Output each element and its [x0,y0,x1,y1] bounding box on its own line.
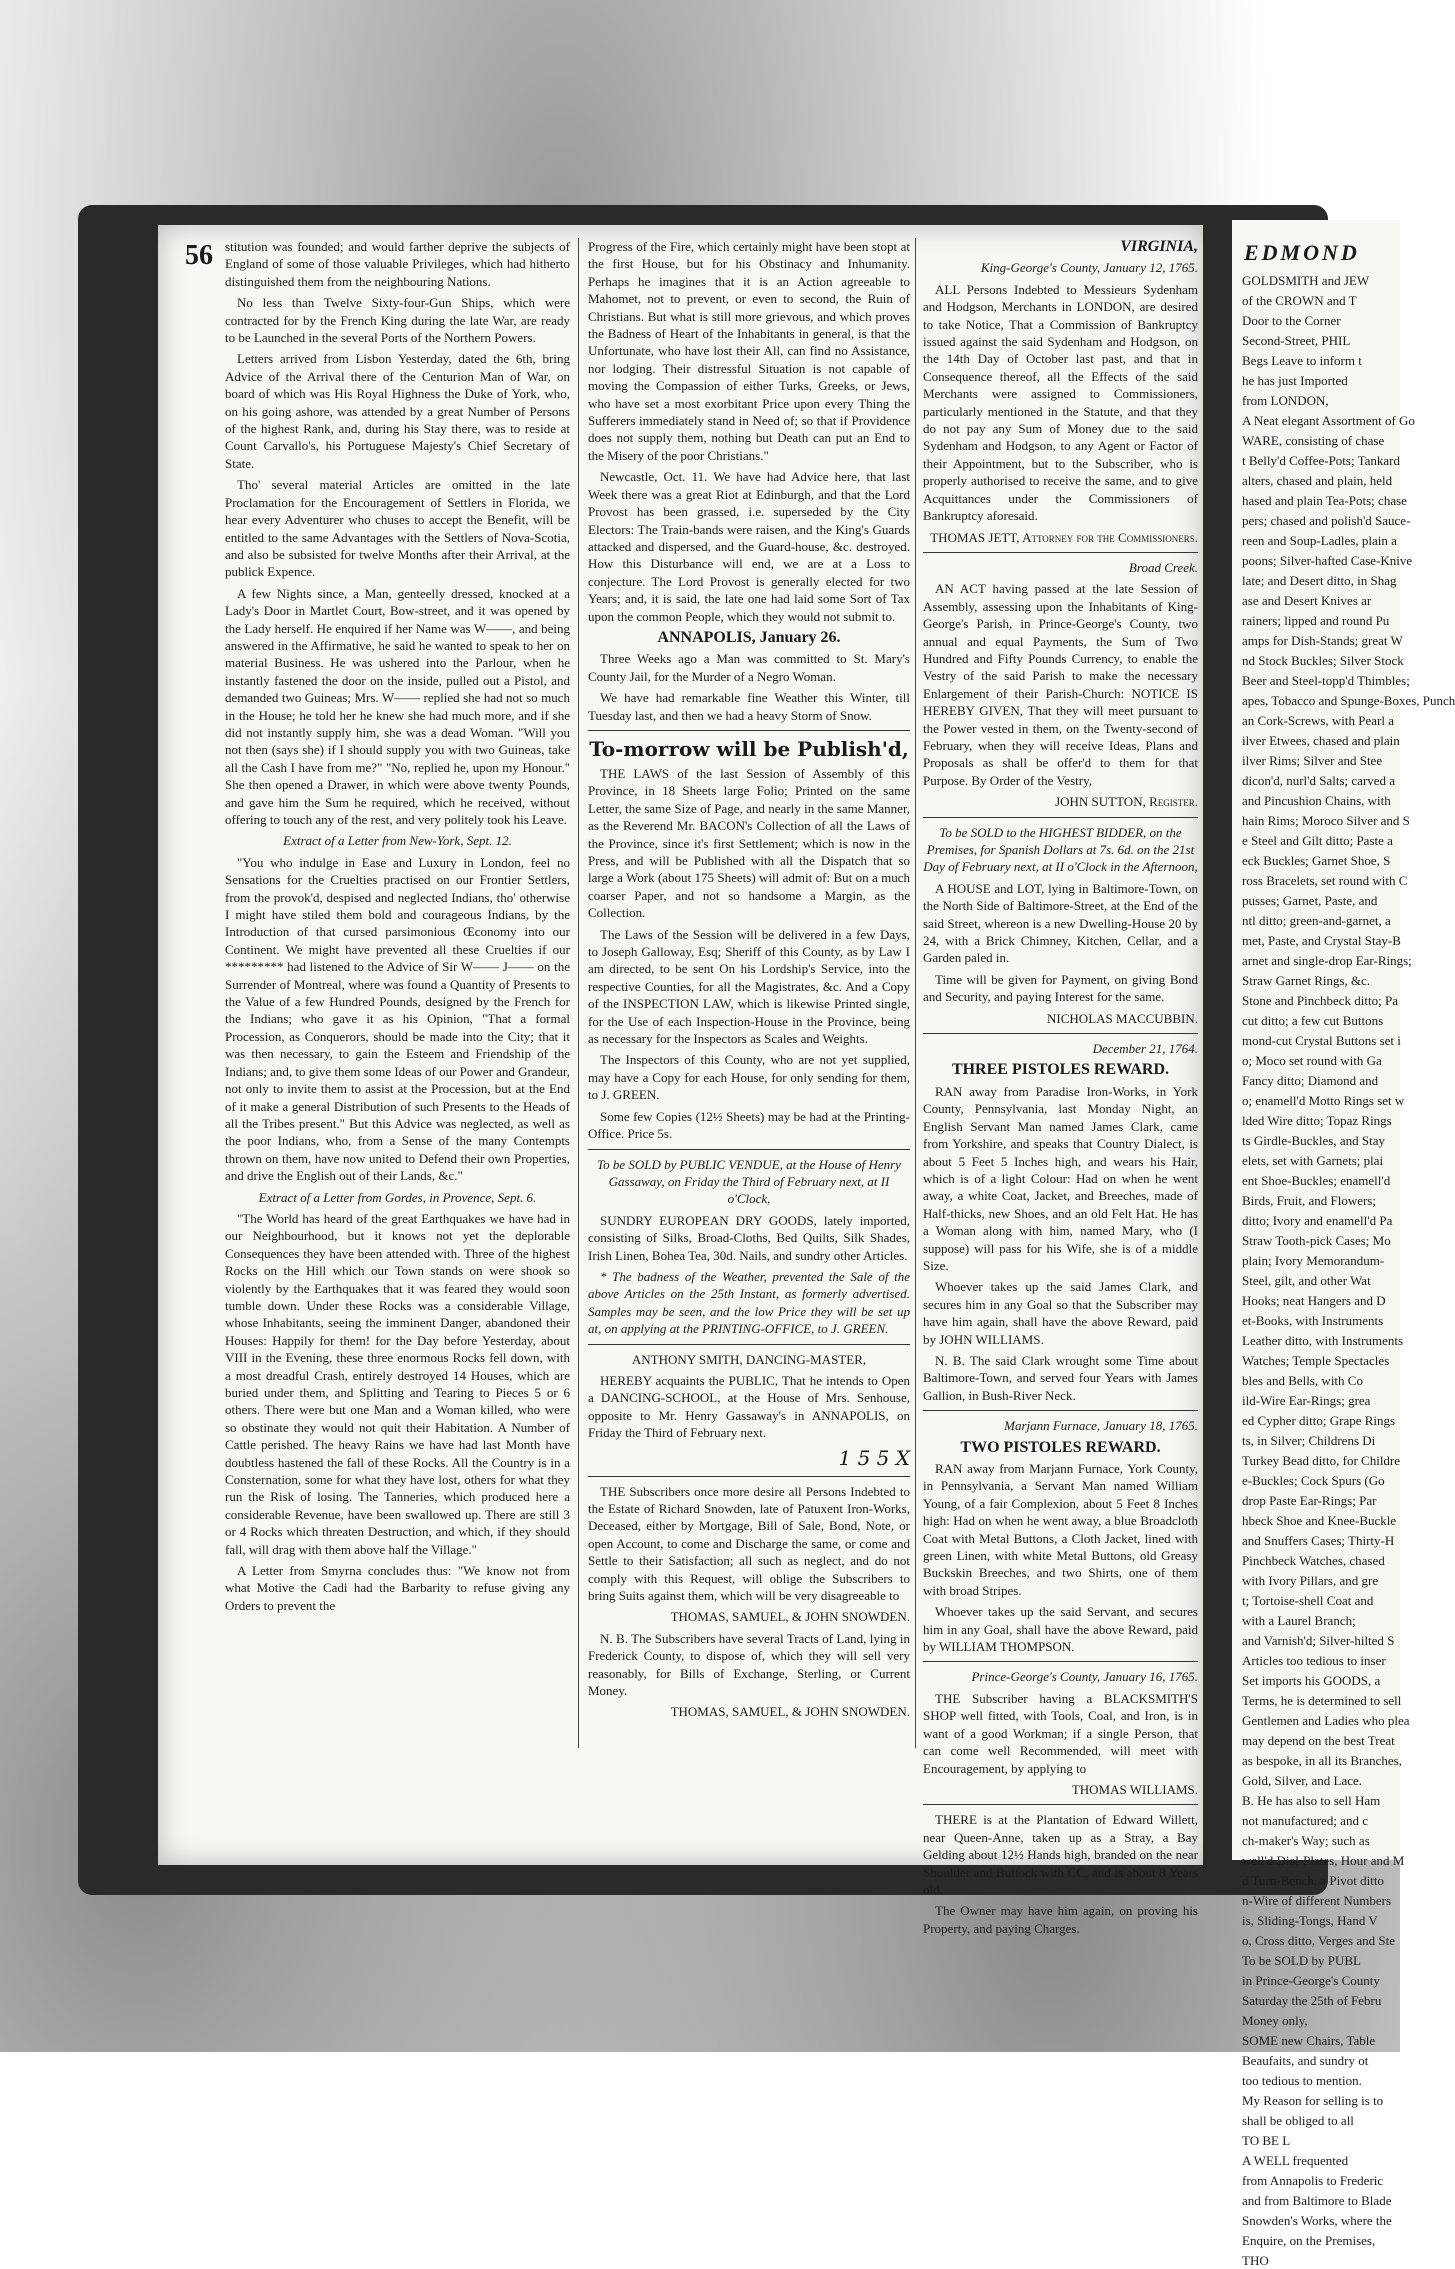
adjacent-page-line: Fancy ditto; Diamond and [1242,1073,1379,1088]
paragraph: Whoever takes up the said James Clark, and secures him in any Goal so that the Subscriber may have him again, shall have the above Reward, paid by JOHN WILLIAMS. [923,1279,1198,1347]
annapolis-heading: ANNAPOLIS, January 26. [657,628,841,646]
adjacent-page-line: ts, in Silver; Childrens Di [1242,1433,1376,1448]
adjacent-page-line: and Pincushion Chains, with [1242,793,1391,808]
adjacent-page-line: shall be obliged to all [1242,2113,1354,2128]
adjacent-page [1232,220,1455,2268]
divider [923,1410,1198,1411]
adjacent-page-line: Enquire, on the Premises, [1242,2233,1376,2248]
adjacent-page-line: ilver Rims; Silver and Stee [1242,753,1383,768]
adjacent-page-line: ent Shoe-Buckles; enamell'd [1242,1173,1391,1188]
adjacent-page-line: Money only, [1242,2013,1308,2028]
adjacent-page-line: Beaufaits, and sundry ot [1242,2053,1369,2068]
adjacent-page-line: n-Wire of different Numbers [1242,1893,1392,1908]
adjacent-page-line: reen and Soup-Ladles, plain a [1242,533,1397,548]
paragraph: * The badness of the Weather, prevented the Sale of the above Articles on the 25th Instant, as formerly advertised. Samples may be seen, and the low Price they will be set up at, on applying at the PRINTING-OFFICE, to J. GREEN. [588,1268,910,1337]
adjacent-page-line: Set imports his GOODS, a [1242,1673,1381,1688]
paragraph: THE Subscribers once more desire all Persons Indebted to the Estate of Richard Snowden, late of Patuxent Iron-Works, Deceased, either by Mortgage, Bill of Sale, Bond, Note, or open Account, to come and Discharge the same, or come and Settle to their Satisfaction; all such as neglect, and do not comply with this Request, will oblige the Subscribers to bring Suits against them, which will be very disagreeable to [588,1483,910,1604]
ad-heading: To be SOLD by PUBLIC VENDUE, at the House of Henry Gassaway, on Friday the Third of February next, at II o'Clock, [597,1156,901,1207]
adjacent-page-line: Gold, Silver, and Lace. [1242,1773,1363,1788]
adjacent-page-line: ch-maker's Way; such as [1242,1833,1370,1848]
adjacent-page-line: met, Paste, and Crystal Stay-B [1242,933,1401,948]
adjacent-page-line: pusses; Garnet, Paste, and [1242,893,1378,908]
divider [923,1033,1198,1034]
paragraph: Newcastle, Oct. 11. We have had Advice here, that last Week there was a great Riot at Edinburgh, and that the Lord Provost has been grassed, i.e. superseded by the City Electors: The Train-bands were raisen, and the King's Guards attacked and dispersed, and the Guard-house, &c. destroyed. How this Disturbance will end, we are at a Loss to conjecture. The Lord Provost is generally elected for two Years; and, it is said, the late one had laid some Sort of Tax upon the common People, which they would not submit to. [588,469,910,624]
adjacent-page-line: and Snuffers Cases; Thirty-H [1242,1533,1395,1548]
signature: THOMAS, SAMUEL, & JOHN SNOWDEN. [670,1704,910,1720]
adjacent-page-line: Straw Tooth-pick Cases; Mo [1242,1233,1391,1248]
divider [588,1149,910,1150]
adjacent-page-line: elets, set with Garnets; plai [1242,1153,1384,1168]
paragraph: RAN away from Marjann Furnace, York County, in Pennsylvania, a Servant Man named William Young, of a fair Complexion, about 5 Feet 8 Inches high: Had on when he went away, a blue Broadcloth Coat with Metal Buttons, a Cloth Jacket, lined with green Linen, with white Metal Buttons, old Greasy Buckskin Breeches, and two Shirts, one of them with broad Stripes. [923,1461,1198,1598]
adjacent-page-line: Pinchbeck Watches, chased [1242,1553,1385,1568]
paragraph: The Laws of the Session will be delivered in a few Days, to Joseph Galloway, Esq; Sheriff of this County, as by Law I am directed, to be sent On his Lordship's Service, into the respective Counties, for all the Magistrates, &c. And a Copy of the INSPECTION LAW, which is likewise Printed single, for the Use of each Inspection-House in the Province, being as necessary for the Inspectors as Scales and Weights. [588,926,910,1047]
dateline: King-George's County, January 12, 1765. [980,260,1198,276]
paragraph: stitution was founded; and would farther deprive the subjects of England of some of those valuable Privileges, which had hitherto distinguished them from the neighbouring Nations. [225,239,570,289]
dateline: Marjann Furnace, January 18, 1765. [1004,1418,1198,1434]
adjacent-page-line: poons; Silver-hafted Case-Knive [1242,553,1413,568]
ad-heading: To be SOLD to the HIGHEST BIDDER, on the Premises, for Spanish Dollars at 7s. 6d. on the 21st Day of February next, at II o'Clock in the Afternoon, [923,824,1198,875]
adjacent-page-line: as bespoke, in all its Branches, [1242,1753,1402,1768]
adjacent-page-line: mond-cut Crystal Buttons set i [1242,1033,1401,1048]
adjacent-page-line: bles and Bells, with Co [1242,1373,1363,1388]
reward-heading: TWO PISTOLES REWARD. [960,1438,1161,1456]
adjacent-page-line: pers; chased and polish'd Sauce- [1242,513,1411,528]
divider [923,552,1198,553]
adjacent-page-line: may depend on the best Treat [1242,1733,1395,1748]
adjacent-page-line: dicon'd, nurl'd Salts; carved a [1242,773,1396,788]
divider [923,1661,1198,1662]
letter-heading: Extract of a Letter from Gordes, in Provence, Sept. 6. [258,1189,537,1205]
divider [923,817,1198,818]
adjacent-page-line: rainers; lipped and round Pu [1242,613,1390,628]
paragraph: No less than Twelve Sixty-four-Gun Ships, which were contracted for by the French King during the late War, are ready to be Launched in the several Ports of the Northern Powers. [225,295,570,346]
adjacent-page-line: and from Baltimore to Blade [1242,2193,1392,2208]
paragraph: We have had remarkable fine Weather this Winter, till Tuesday last, and then we had a heavy Storm of Snow. [588,690,910,723]
adjacent-page-line: hased and plain Tea-Pots; chase [1242,493,1407,508]
adjacent-page-line: lded Wire ditto; Topaz Rings [1242,1113,1392,1128]
paragraph: Whoever takes up the said Servant, and secures him in any Goal, shall have the above Reward, paid by WILLIAM THOMPSON. [923,1604,1198,1655]
adjacent-page-line: Beer and Steel-topp'd Thimbles; [1242,673,1410,688]
adjacent-page-line: A Neat elegant Assortment of Go [1242,413,1415,428]
paragraph: N. B. The Subscribers have several Tracts of Land, lying in Frederick County, to dispose of, which they will sell very reasonably, for Bills of Exchange, Sterling, or Current Money. [588,1630,910,1699]
adjacent-page-line: TO BE L [1242,2133,1291,2148]
divider [588,1344,910,1345]
adjacent-page-text [1232,272,1455,2269]
handwritten-annotation: 1 5 5 X [838,1445,910,1470]
adjacent-page-line: Steel, gilt, and other Wat [1242,1273,1371,1288]
adjacent-page-line: alters, chased and plain, held [1242,473,1393,488]
adjacent-page-line: Birds, Fruit, and Flowers; [1242,1193,1376,1208]
adjacent-page-line: Saturday the 25th of Febru [1242,1993,1382,2008]
adjacent-page-line: Snowden's Works, where the [1242,2213,1392,2228]
adjacent-page-line: ts Girdle-Buckles, and Stay [1242,1133,1385,1148]
adjacent-page-line: well'd Dial-Plates, Hour and M [1242,1853,1405,1868]
adjacent-page-line: with a Laurel Branch; [1242,1613,1356,1628]
adjacent-page-line: GOLDSMITH and JEW [1242,273,1370,288]
adjacent-page-line: not manufactured; and c [1242,1813,1368,1828]
paragraph: "You who indulge in Ease and Luxury in London, feel no Sensations for the Cruelties practised on our Frontier Settlers, from the provok'd, despised and neglected Indians, tho' otherwise I might have stiled them bold and courageous Indians, by the Introduction of that cursed parsimonious Œconomy into our Continent. We might have prevented all these Cruelties if our ********* had listened to the Advice of Sir W—— J—— on the Surrender of Montreal, where was found a Quantity of Presents to the Value of a few Hundred Pounds, designed by the French for the Indians; who gave it as his Opinion, "That a formal Procession, as Conquerors, should be made into the City; that it was then necessary, to gain the Esteem and Friendship of the Indians; and, to give them some Ideas of our Power and Grandeur, not only to invite them to assist at the Procession, but at the End of it make a general Distribution of such Presents to the Heads of all the Tribes present." But this Advice was neglected, as well as the poor Indians, who, from a Sense of the many Contempts thrown on them, have now united to Defend their own Properties, and drive the English out of their Lands, &c." [225,854,570,1184]
paragraph: ALL Persons Indebted to Messieurs Sydenham and Hodgson, Merchants in LONDON, are desired to take Notice, That a Commission of Bankruptcy issued against the said Sydenham and Hodgson, on the 14th Day of October last past, and that in Consequence thereof, all the Effects of the said Merchants were assigned to Commissioners, particularly mentioned in the Statute, and that they do not pay any Sum of Money due to the said Sydenham and Hodgson, to any Agent or Factor of their Appointment, but to the Subscriber, who is properly authorised to receive the same, and to give Acquittances under the Commissioners of Bankruptcy aforesaid. [923,281,1198,524]
paragraph: HEREBY acquaints the PUBLIC, That he intends to Open a DANCING-SCHOOL, at the House of Mrs. Senhouse, opposite to Mr. Henry Gassaway's in ANNAPOLIS, on Friday the Third of February next. [588,1372,910,1441]
adjacent-page-line: A WELL frequented [1242,2153,1349,2168]
paragraph: Some few Copies (12½ Sheets) may be had at the Printing-Office. Price 5s. [588,1108,910,1142]
adjacent-page-line: WARE, consisting of chase [1242,433,1385,448]
adjacent-page-line: Articles too tedious to inser [1242,1653,1386,1668]
dateline: December 21, 1764. [1092,1041,1198,1057]
adjacent-page-line: is, Sliding-Tongs, Hand V [1242,1913,1378,1928]
adjacent-page-line: ross Bracelets, set round with C [1242,873,1408,888]
paragraph: Time will be given for Payment, on giving Bond and Security, and paying Interest for the same. [923,971,1198,1005]
blackletter-heading: To-morrow will be Publish'd, [589,736,909,761]
adjacent-page-line: e Steel and Gilt ditto; Paste a [1242,833,1393,848]
divider [588,1476,910,1477]
adjacent-page-line: ase and Desert Knives ar [1242,593,1372,608]
paragraph: THERE is at the Plantation of Edward Willett, near Queen-Anne, taken up as a Stray, a Bay Gelding about 12½ Hands high, branded on the near Shoulder and Buttock with CC, and is about 8 Years old. [923,1812,1198,1897]
adjacent-page-line: and Varnish'd; Silver-hilted S [1242,1633,1395,1648]
reward-heading: THREE PISTOLES REWARD. [951,1061,1170,1079]
adjacent-page-line: arnet and single-drop Ear-Rings; [1242,953,1412,968]
adjacent-page-line: B. He has also to sell Ham [1242,1793,1381,1808]
adjacent-page-line: et-Books, with Instruments [1242,1313,1384,1328]
adjacent-page-line: apes, Tobacco and Spunge-Boxes, Punch [1242,693,1455,708]
paragraph: "The World has heard of the great Earthquakes we have had in our Neighbourhood, but it knows not yet the deplorable Consequences they have been attended with. Three of the highest Rocks on the Hill which our Town stands on were shook so violently by the Earthquakes that it was feared they would soon tumble down. Under these Rocks was a considerable Village, whose Inhabitants, seeing the imminent Danger, abandoned their Houses: Happily for them! for the Day before Yesterday, about VIII in the Evening, these three enormous Rocks fell down, with a most dreadful Crash, entirely destroyed 14 Houses, which are buried under them, and Splitting and Tearing to Pieces 5 or 6 others. There were but one Man and a Woman killed, who were so obstinate they would not quit their Habitation. A Number of Cattle perished. The heavy Rains we have had last Month have doubtless hastened the fall of these Rocks. All the Country is in a Consternation, some for what they have lost, others for what they run the Risk of losing. The Tanneries, which produced here a considerable Revenue, have been swallowed up. There are still 3 or 4 Rocks which threaten Destruction, and which, if they should fall, will drag with them above half the Village." [225,1210,570,1557]
adjacent-page-line: hbeck Shoe and Knee-Buckle [1242,1513,1397,1528]
adjacent-page-line: Begs Leave to inform t [1242,353,1362,368]
adjacent-page-title: EDMOND [1244,240,1360,265]
adjacent-page-line: of the CROWN and T [1242,293,1357,308]
paragraph: THE LAWS of the last Session of Assembly of this Province, in 18 Sheets large Folio; Printed on the same Letter, the same Size of Page, and nearly in the same Manner, as the Reverend Mr. BACON's Collection of all the Laws of the Province, since it's first Settlement; which is now in the Press, and will be Published with all the Dispatch that so large a Work (about 175 Sheets) will admit of: But on a much coarser Paper, and not so handsome a Margin, as the Collection. [588,765,910,921]
paragraph: Letters arrived from Lisbon Yesterday, dated the 6th, bring Advice of the Arrival there of the Centurion Man of War, on board of which was His Royal Highness the Duke of York, who, on his going ashore, was attended by a great Number of Persons of the highest Rank, and, during his Stay there, was to reside at Count Carvallo's, his Portuguese Majesty's Chief Secretary of State. [225,351,570,471]
adjacent-page-line: Hooks; neat Hangers and D [1242,1293,1386,1308]
adjacent-page-line: hain Rims; Moroco Silver and S [1242,813,1410,828]
column-1 [225,238,570,1758]
adjacent-page-line: Terms, he is determined to sell [1242,1693,1402,1708]
paragraph: AN ACT having passed at the late Session of Assembly, assessing upon the Inhabitants of King-George's Parish, in Prince-George's County, two annual and equal Payments, the Sum of Two Hundred and Fifty Pounds Currency, to enable the Vestry of the said Parish to make the necessary Enlargement of their Parish-Church: NOTICE IS HEREBY GIVEN, That they will meet pursuant to the Power vested in them, on the Twenty-second of February, when they will receive Ideas, Plans and Proposals as shall be offer'd to them for that Purpose. By Order of the Vestry, [923,581,1198,788]
paragraph: Progress of the Fire, which certainly might have been stopt at the first House, but for his Obstinacy and Inhumanity. Perhaps he imagines that it is an Action agreeable to Mahomet, not to prevent, or even to second, the Ruin of Christians. But what is still more grievous, and which proves the Badness of Heart of the Inhabitants in general, is that the Unfortunate, who have lost their All, can find no Assistance, nor lodging. Their distressful Situation is not capable of moving the Compassion of either Turks, Greeks, or Jews, who have set a most exorbitant Price upon every Thing the Sufferers immediately stand in Need of; so that if Providence does not supply them, nothing but Death can put an End to the Misery of the poor Christians." [588,239,910,463]
adjacent-page-line: amps for Dish-Stands; great W [1242,633,1403,648]
signature: THOMAS WILLIAMS. [1071,1781,1198,1797]
adjacent-page-line: o; enamell'd Motto Rings set w [1242,1093,1405,1108]
adjacent-page-line: Second-Street, PHIL [1242,333,1351,348]
adjacent-page-line: Turkey Bead ditto, for Childre [1242,1453,1401,1468]
column-2 [588,238,910,1758]
column-3 [923,238,1198,1936]
divider [588,730,910,731]
adjacent-page-line: Leather ditto, with Instruments [1242,1333,1404,1348]
adjacent-page-line: an Cork-Screws, with Pearl a [1242,713,1394,728]
signature: THOMAS, SAMUEL, & JOHN SNOWDEN. [670,1609,910,1625]
paragraph: Three Weeks ago a Man was committed to St. Mary's County Jail, for the Murder of a Negro Woman. [588,651,910,684]
adjacent-page-line: o; Moco set round with Ga [1242,1053,1382,1068]
paragraph: SUNDRY EUROPEAN DRY GOODS, lately imported, consisting of Silks, Broad-Cloths, Bed Quilts, Silk Shades, Irish Linen, Bohea Tea, 30d. Nails, and sundry other Articles. [588,1212,910,1263]
ad-heading: ANTHONY SMITH, DANCING-MASTER, [631,1351,867,1367]
adjacent-page-line: To be SOLD by PUBL [1242,1953,1361,1968]
column-rule-2 [915,238,916,1748]
adjacent-page-line: My Reason for selling is to [1242,2093,1384,2108]
adjacent-page-line: Gentlemen and Ladies who plea [1242,1713,1410,1728]
adjacent-page-line: eck Buckles; Garnet Shoe, S [1242,853,1391,868]
dateline: Broad Creek. [1128,559,1198,575]
adjacent-page-line: plain; Ivory Memorandum- [1242,1253,1385,1268]
adjacent-page-line: he has just Imported [1242,373,1348,388]
adjacent-page-line: Straw Garnet Rings, &c. [1242,973,1371,988]
adjacent-page-line: ild-Wire Ear-Rings; grea [1242,1393,1371,1408]
adjacent-page-line: late; and Desert ditto, in Shag [1242,573,1397,588]
adjacent-page-line: ntl ditto; green-and-garnet, a [1242,913,1391,928]
paragraph: Tho' several material Articles are omitted in the late Proclamation for the Encouragement of Settlers in Florida, we hear every Adventurer who chuses to accept the Benefit, will be entitled to the same Advantages with the Settlers of Nova-Scotia, and also be subsisted for twelve Months after their Arrival, at the publick Expence. [225,477,570,580]
paragraph: A HOUSE and LOT, lying in Baltimore-Town, on the North Side of Baltimore-Street, at the End of the said Street, whereon is a new Dwelling-House 20 by 24, with a Brick Chimney, Kitchen, Cellar, and a Garden paled in. [923,880,1198,966]
paragraph: A Letter from Smyrna concludes thus: "We know not from what Motive the Cadi had the Barbarity to refuse giving any Orders to prevent the [225,1563,570,1613]
adjacent-page-line: t Belly'd Coffee-Pots; Tankard [1242,453,1401,468]
adjacent-page-line: Stone and Pinchbeck ditto; Pa [1242,993,1398,1008]
adjacent-page-line: THO [1242,2253,1269,2268]
paragraph: The Owner may have him again, on proving his Property, and paying Charges. [923,1903,1198,1936]
page-number: 56 [185,240,213,271]
adjacent-page-line: Door to the Corner [1242,313,1341,328]
adjacent-page-line: t; Tortoise-shell Coat and [1242,1593,1374,1608]
adjacent-page-line: d Turn-Bench, a Pivot ditto [1242,1873,1384,1888]
adjacent-page-line: from LONDON, [1242,393,1329,408]
adjacent-page-line: cut ditto; a few cut Buttons [1242,1013,1384,1028]
paragraph: The Inspectors of this County, who are not yet supplied, may have a Copy for each House, for only sending for them, to J. GREEN. [588,1052,910,1103]
adjacent-page-line: SOME new Chairs, Table [1242,2033,1376,2048]
adjacent-page-line: e-Buckles; Cock Spurs (Go [1242,1473,1385,1488]
adjacent-page-line: with Ivory Pillars, and gre [1242,1573,1379,1588]
signature: NICHOLAS MACCUBBIN. [1047,1010,1198,1026]
signature: THOMAS JETT, Attorney for the Commissioners. [930,529,1198,545]
letter-heading: Extract of a Letter from New-York, Sept. 12. [283,833,512,849]
column-rule-1 [578,238,579,1748]
signature: JOHN SUTTON, Register. [1055,794,1198,810]
adjacent-page-line: ilver Etwees, chased and plain [1242,733,1400,748]
paragraph: N. B. The said Clark wrought some Time about Baltimore-Town, and served four Years with James Gallion, in Bush-River Neck. [923,1352,1198,1403]
paragraph: THE Subscriber having a BLACKSMITH'S SHOP well fitted, with Tools, Coal, and Iron, is in want of a good Workman; if a single Person, that can come well Recommended, will meet with Encouragement, by applying to [923,1690,1198,1776]
adjacent-page-line: from Annapolis to Frederic [1242,2173,1384,2188]
paragraph: RAN away from Paradise Iron-Works, in York County, Pennsylvania, last Monday Night, an English Servant Man named James Clark, came from Yorkshire, and speaks that Country Dialect, is about 5 Feet 5 Inches high, and wears his Hair, which is of a light Colour: Had on when he went away, a white Coat, Jacket, and Breeches, made of Half-thicks, new Shoes, and an old Felt Hat. He has a Woman along with him, named Mary, who (I suppose) will pass for his Wife, she is of a middle Size. [923,1083,1198,1273]
adjacent-page-line: in Prince-George's County [1242,1973,1380,1988]
dateline: Prince-George's County, January 16, 1765. [971,1669,1198,1685]
paragraph: A few Nights since, a Man, genteelly dressed, knocked at a Lady's Door in Martlet Court, Bow-street, and it was opened by the Lady herself. He enquired if her Name was W——, and being answered in the Affirmative, he said he wanted to speak to her on material Business. He was ushered into the Parlour, when he instantly fastened the door on the inside, pulled out a Pistol, and demanded two Guineas; Mrs. W—— replied she had not so much in the House; he told her he knew she had much more, and if she did not instantly supply him, she was a dead Woman. "Will you not then (says she) if I should supply you with two Guineas, take all the Cash I have from me?" "No, replied he, upon my Honour." She then opened a Drawer, in which were above twenty Pounds, and gave him the Sum he required, which he received, without offering to touch any of the rest, and very politely took his Leave. [225,585,570,827]
adjacent-page-line: ed Cypher ditto; Grape Rings [1242,1413,1396,1428]
adjacent-page-line: drop Paste Ear-Rings; Par [1242,1493,1377,1508]
adjacent-page-line: too tedious to mention. [1242,2073,1362,2088]
virginia-heading: VIRGINIA, [1120,238,1198,255]
adjacent-page-line: ditto; Ivory and enamell'd Pa [1242,1213,1393,1228]
adjacent-page-line: o, Cross ditto, Verges and Ste [1242,1933,1395,1948]
adjacent-page-line: nd Stock Buckles; Silver Stock [1242,653,1404,668]
adjacent-page-line: Watches; Temple Spectacles [1242,1353,1390,1368]
divider [923,1804,1198,1805]
